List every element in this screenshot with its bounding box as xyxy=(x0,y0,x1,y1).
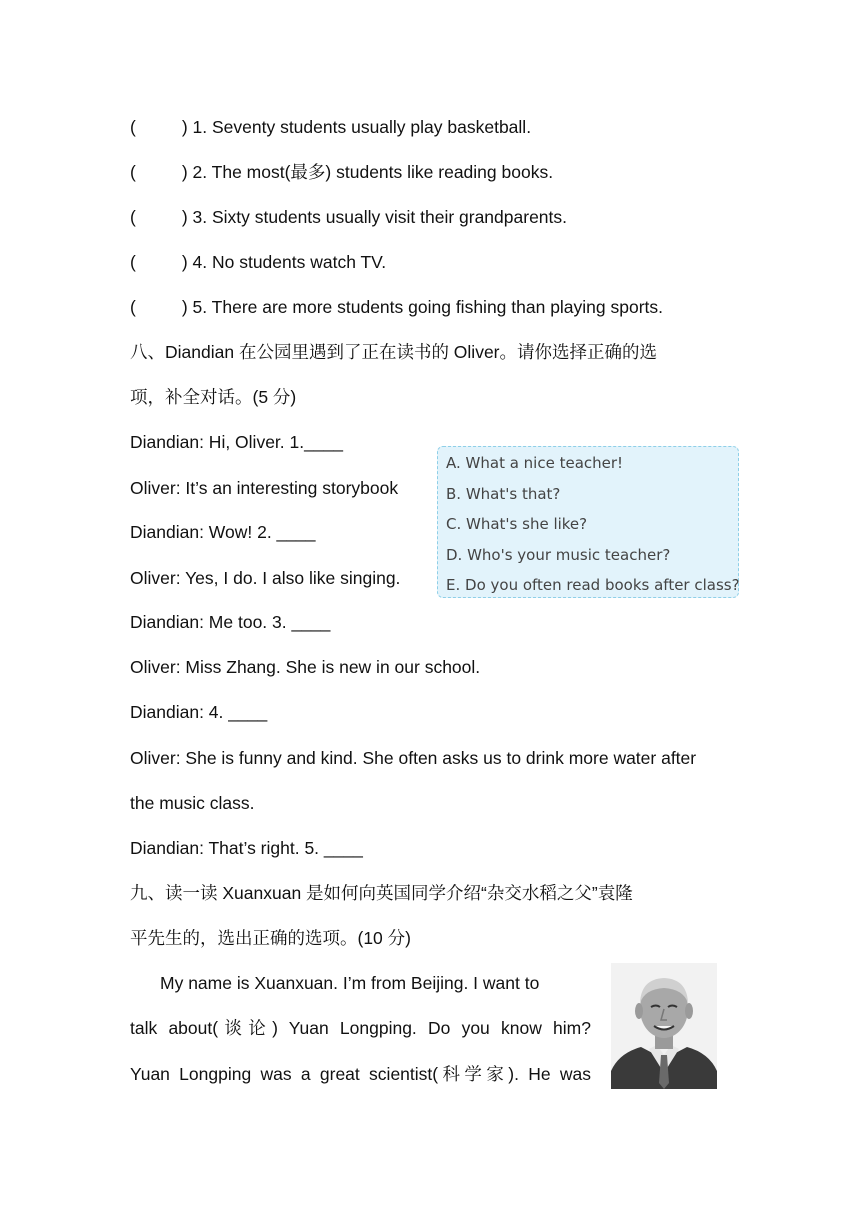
scientist-portrait xyxy=(611,963,717,1089)
judge-text: ) 1. Seventy students usually play basketball. xyxy=(181,117,532,137)
dialogue-line-5: Diandian: Me too. 3. ____ xyxy=(130,612,331,632)
answer-paren[interactable]: ( xyxy=(130,297,136,317)
dialogue-line-3: Diandian: Wow! 2. ____ xyxy=(130,522,316,542)
section9-heading-line1: 九、读一读 Xuanxuan 是如何向英国同学介绍“杂交水稻之父”袁隆 xyxy=(130,883,633,903)
passage-line-3: Yuan Longping was a great scientist(科学家). He was xyxy=(130,1064,591,1084)
option-box xyxy=(437,446,739,598)
dialogue-line-7: Diandian: 4. ____ xyxy=(130,702,268,722)
passage-line-2: talk about(谈论) Yuan Longping. Do you know him? xyxy=(130,1018,591,1038)
dialogue-line-1: Diandian: Hi, Oliver. 1.____ xyxy=(130,432,344,452)
section8-heading-line1: 八、Diandian 在公园里遇到了正在读书的 Oliver。请你选择正确的选 xyxy=(130,342,657,362)
judge-item-5 xyxy=(130,295,663,319)
judge-item-2 xyxy=(130,160,553,184)
dialogue-line-6: Oliver: Miss Zhang. She is new in our school. xyxy=(130,657,481,677)
answer-paren[interactable]: ( xyxy=(130,252,136,272)
dialogue-line-2: Oliver: It’s an interesting storybook xyxy=(130,478,399,498)
option-b: B. What's that? xyxy=(446,484,561,503)
judge-text: ) 5. There are more students going fishing than playing sports. xyxy=(181,297,664,317)
judge-text: ) 4. No students watch TV. xyxy=(181,252,387,272)
judge-text: ) 3. Sixty students usually visit their grandparents. xyxy=(181,207,568,227)
judge-item-1 xyxy=(130,115,531,139)
judge-text: ) 2. The most(最多) students like reading books. xyxy=(181,162,554,182)
passage-line-1: My name is Xuanxuan. I’m from Beijing. I want to xyxy=(160,973,540,993)
dialogue-line-9: the music class. xyxy=(130,793,255,813)
portrait-image xyxy=(611,963,717,1089)
dialogue-line-4: Oliver: Yes, I do. I also like singing. xyxy=(130,568,401,588)
option-c: C. What's she like? xyxy=(446,515,588,533)
judge-item-3 xyxy=(130,205,567,229)
section9-heading-line2: 平先生的，选出正确的选项。(10 分) xyxy=(130,928,411,948)
dialogue-line-8: Oliver: She is funny and kind. She often asks us to drink more water after xyxy=(130,748,697,768)
option-d: D. Who's your music teacher? xyxy=(446,545,671,564)
dialogue-line-10: Diandian: That’s right. 5. ____ xyxy=(130,838,363,858)
answer-paren[interactable]: ( xyxy=(130,207,136,227)
judge-item-4 xyxy=(130,250,386,274)
option-e: E. Do you often read books after class? xyxy=(446,576,740,594)
section8-heading-line2: 项，补全对话。(5 分) xyxy=(130,387,297,407)
answer-paren[interactable]: ( xyxy=(130,162,136,182)
option-a: A. What a nice teacher! xyxy=(446,454,624,472)
answer-paren[interactable]: ( xyxy=(130,117,136,137)
